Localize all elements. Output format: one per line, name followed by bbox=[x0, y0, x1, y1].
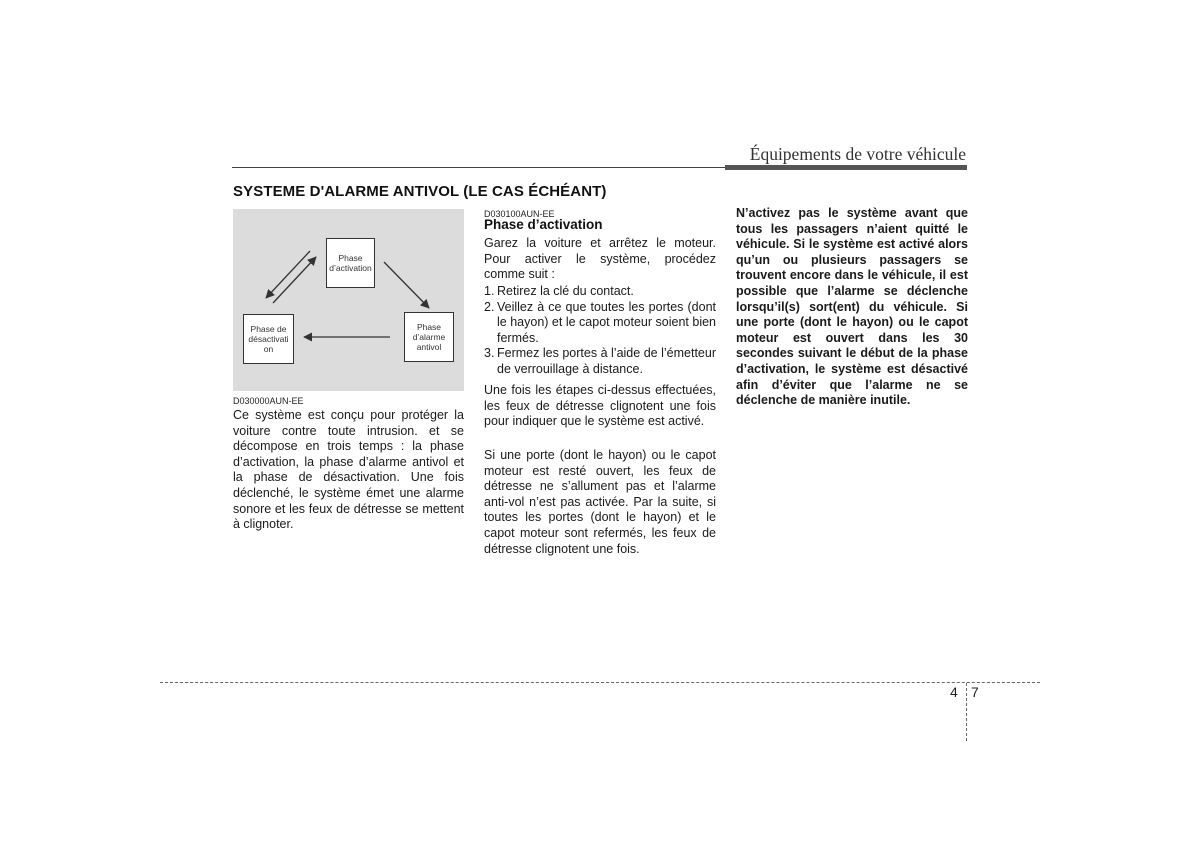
warning-paragraph: N’activez pas le système avant que tous les passagers n’aient quitté le véhicule. Si le système est activé alors qu’un ou plusieurs passagers se trouvent encore dans le véhicule, il est possible que l’alarme se déclenche lorsqu’il(s) sort(ent) du véhicule. Si une porte (dont le hayon) ou le capot moteur est ouvert dans les 30 secondes suivant le début de la phase d’activation, le système est désactivé afin d’éviter que l’alarme ne se déclenche de manière inutile. bbox=[736, 206, 968, 408]
step-number: 1. bbox=[484, 284, 495, 298]
step-text: Fermez les portes à l’aide de l’émetteur de verrouillage à distance. bbox=[497, 346, 716, 376]
chapter-number: 4 bbox=[950, 684, 958, 700]
phase-desactivation-label: Phase de désactivati on bbox=[248, 324, 289, 354]
page-number: 7 bbox=[971, 684, 979, 700]
phase-alarme-label: Phase d’alarme antivol bbox=[412, 322, 446, 352]
section-heading: SYSTEME D'ALARME ANTIVOL (LE CAS ÉCHÉANT) bbox=[233, 183, 607, 200]
reference-code: D030000AUN-EE bbox=[233, 396, 304, 406]
step-text: Veillez à ce que toutes les portes (dont le hayon) et le capot moteur soient bien fermés. bbox=[497, 299, 716, 345]
phase-desactivation-box bbox=[243, 314, 294, 364]
step-item bbox=[484, 284, 716, 300]
phase-activation-label: Phase d’activation bbox=[329, 253, 372, 273]
activation-intro: Garez la voiture et arrêtez le moteur. Pour activer le système, procédez comme suit : bbox=[484, 236, 716, 282]
step-text: Retirez la clé du contact. bbox=[497, 284, 634, 298]
arrow-activation-to-alarme bbox=[384, 262, 429, 308]
alarm-phase-diagram bbox=[233, 209, 464, 391]
activation-steps bbox=[484, 284, 716, 378]
step-number: 3. bbox=[484, 346, 495, 361]
phase-activation-box bbox=[326, 238, 375, 288]
activation-confirmation: Une fois les étapes ci-dessus effectuées, les feux de détresse clignotent une fois pour indiquer que le système est activé. bbox=[484, 383, 716, 429]
open-door-paragraph: Si une porte (dont le hayon) ou le capot moteur est resté ouvert, les feux de détresse ne s’allument pas et l’alarme anti-vol n’est pas activée. Par la suite, si toutes les portes (dont le hayon) et le capot moteur sont refermés, les feux de détresse clignotent une fois. bbox=[484, 448, 716, 556]
arrow-desactivation-to-activation bbox=[273, 257, 316, 303]
footer-rule bbox=[160, 682, 1040, 683]
step-item bbox=[484, 346, 716, 377]
intro-paragraph: Ce système est conçu pour protéger la voiture contre toute intrusion. et se décompose en trois temps : la phase d’activation, la phase d’alarme antivol et la phase de désactivation. Une fois déclenché, le système émet une alarme sonore et les feux de détresse se mettent à clignoter. bbox=[233, 408, 464, 532]
step-number: 2. bbox=[484, 299, 495, 314]
subheading: Phase d’activation bbox=[484, 217, 603, 232]
header-rule-bar bbox=[725, 165, 967, 170]
chapter-title: Équipements de votre véhicule bbox=[749, 144, 966, 164]
phase-alarme-box bbox=[404, 312, 454, 362]
step-item bbox=[484, 300, 716, 347]
header-rule bbox=[232, 167, 725, 168]
reference-code: D030100AUN-EE bbox=[484, 209, 555, 219]
page-number-divider bbox=[966, 683, 967, 741]
arrow-activation-to-desactivation bbox=[266, 251, 310, 298]
